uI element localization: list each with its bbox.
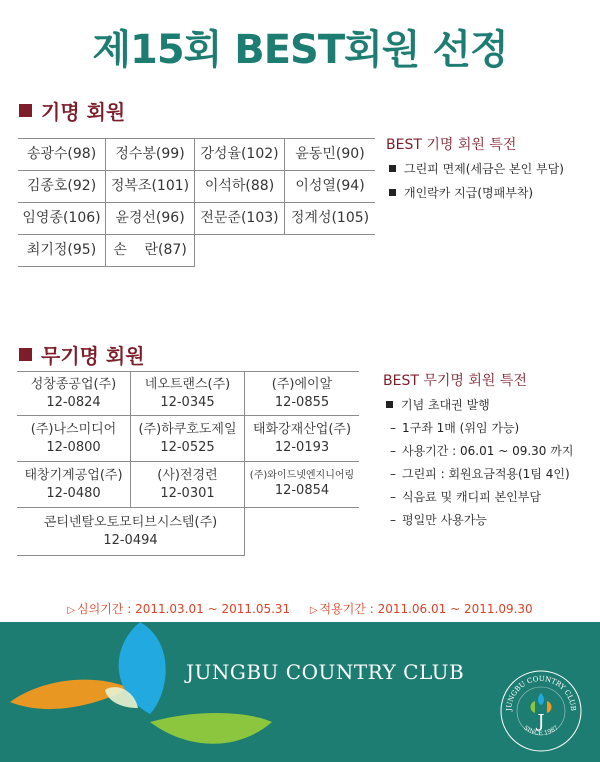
page-title: 제15회 BEST회원 선정 <box>92 27 508 73</box>
benefit-text: 기념 초대권 발행 <box>401 398 490 412</box>
company-code: 12-0824 <box>46 394 101 410</box>
member-cell: 정수봉(99) <box>106 139 195 171</box>
unnamed-members-table <box>17 371 359 556</box>
named-members-table <box>18 138 375 267</box>
company-name: (주)하쿠호도제일 <box>138 421 237 437</box>
company-cell <box>17 372 131 416</box>
company-cell <box>131 372 245 416</box>
member-cell: 손 란(87) <box>106 235 195 267</box>
apply-period: 적용기간 : 2011.06.01 ~ 2011.09.30 <box>319 602 533 616</box>
unnamed-members-heading <box>19 340 145 369</box>
named-benefits-title: BEST 기명 회원 특전 <box>386 137 517 153</box>
company-name: 콘티넨탈오토모티브시스템(주) <box>43 514 218 530</box>
company-cell <box>245 462 359 508</box>
member-cell: 송광수(98) <box>18 139 106 171</box>
benefit-item <box>389 180 564 204</box>
footer-banner <box>0 622 600 762</box>
dash-icon: – <box>390 420 396 435</box>
unnamed-members-heading-text: 무기명 회원 <box>41 344 145 368</box>
emblem-ring-text: JUNGBU COUNTRY CLUB <box>504 674 578 712</box>
company-cell <box>245 372 359 416</box>
benefit-text: 사용기간 : 06.01 ~ 09.30 까지 <box>402 444 574 458</box>
company-code: 12-0525 <box>160 439 215 455</box>
company-cell <box>245 416 359 462</box>
arrow-triangle-icon: ▷ <box>309 605 318 616</box>
empty-cell <box>245 508 359 556</box>
bullet-square-icon <box>389 189 396 196</box>
member-cell: 윤동민(90) <box>285 139 375 171</box>
company-code: 12-0193 <box>274 439 330 455</box>
company-cell <box>131 416 245 462</box>
named-members-heading <box>19 96 125 125</box>
leaf-decoration-icon <box>0 622 300 762</box>
company-code: 12-0480 <box>46 485 101 501</box>
benefit-text: 그린피 면제(세금은 본인 부담) <box>404 161 564 176</box>
club-name: JUNGBU COUNTRY CLUB <box>186 660 465 684</box>
emblem-letter: J <box>537 711 545 732</box>
member-cell: 김종호(92) <box>18 171 106 203</box>
company-code: 12-0800 <box>46 439 101 455</box>
company-name: (주)에이알 <box>271 376 333 392</box>
benefit-item <box>386 393 573 416</box>
member-cell: 강성율(102) <box>195 139 285 171</box>
benefit-text: 개인락카 지급(명패부착) <box>404 185 534 200</box>
benefit-text: 1구좌 1매 (위임 가능) <box>402 421 520 435</box>
emblem-since-text: SINCE 1987 <box>522 724 560 738</box>
company-cell <box>17 416 131 462</box>
benefit-subitem <box>386 416 573 439</box>
unnamed-benefits-title: BEST 무기명 회원 특전 <box>383 373 527 389</box>
empty-cell <box>195 235 285 267</box>
company-name: 태창기계공업(주) <box>24 467 123 483</box>
dash-icon: – <box>390 512 396 527</box>
company-code: 12-0345 <box>160 394 215 410</box>
arrow-triangle-icon: ▷ <box>67 605 76 616</box>
company-code: 12-0494 <box>103 532 158 548</box>
company-name: 태화강재산업(주) <box>252 421 352 437</box>
member-cell: 임영종(106) <box>18 203 106 235</box>
benefit-subitem <box>386 439 573 462</box>
dash-icon: – <box>390 489 396 504</box>
benefit-item <box>389 156 564 180</box>
benefit-subitem <box>386 485 573 508</box>
period-line <box>0 600 600 617</box>
heading-square-icon <box>19 348 32 361</box>
bullet-square-icon <box>386 401 393 408</box>
member-cell: 전문준(103) <box>195 203 285 235</box>
dash-icon: – <box>390 466 396 481</box>
benefit-text: 식음료 및 캐디피 본인부담 <box>402 490 541 504</box>
member-cell: 최기정(95) <box>18 235 106 267</box>
company-cell <box>17 508 245 556</box>
heading-square-icon <box>19 104 32 117</box>
company-name: (주)와이드넷엔지니어링 <box>249 469 355 481</box>
member-cell: 이석하(88) <box>195 171 285 203</box>
company-name: 성창종공업(주) <box>30 376 117 392</box>
benefit-subitem <box>386 462 573 485</box>
bullet-square-icon <box>389 165 396 172</box>
member-cell: 이성열(94) <box>285 171 375 203</box>
named-members-heading-text: 기명 회원 <box>41 100 126 124</box>
benefit-text: 평일만 사용가능 <box>402 513 487 527</box>
member-cell: 정복조(101) <box>106 171 195 203</box>
company-code: 12-0301 <box>160 485 215 501</box>
member-cell: 윤경선(96) <box>106 203 195 235</box>
company-name: 네오트랜스(주) <box>144 376 231 392</box>
review-period: 심의기간 : 2011.03.01 ~ 2011.05.31 <box>77 602 291 616</box>
company-name: (사)전경련 <box>157 467 218 483</box>
club-emblem-icon <box>499 669 583 753</box>
benefit-text: 그린피 : 회원요금적용(1팀 4인) <box>402 467 570 481</box>
named-benefits-list <box>389 156 564 204</box>
company-cell <box>17 462 131 508</box>
unnamed-benefits-list <box>386 393 573 531</box>
member-cell: 정계성(105) <box>285 203 375 235</box>
dash-icon: – <box>390 443 396 458</box>
company-code: 12-0855 <box>274 394 330 410</box>
company-code: 12-0854 <box>274 483 330 499</box>
empty-cell <box>285 235 375 267</box>
company-cell <box>131 462 245 508</box>
benefit-subitem <box>386 508 573 531</box>
company-name: (주)나스미디어 <box>30 421 117 437</box>
